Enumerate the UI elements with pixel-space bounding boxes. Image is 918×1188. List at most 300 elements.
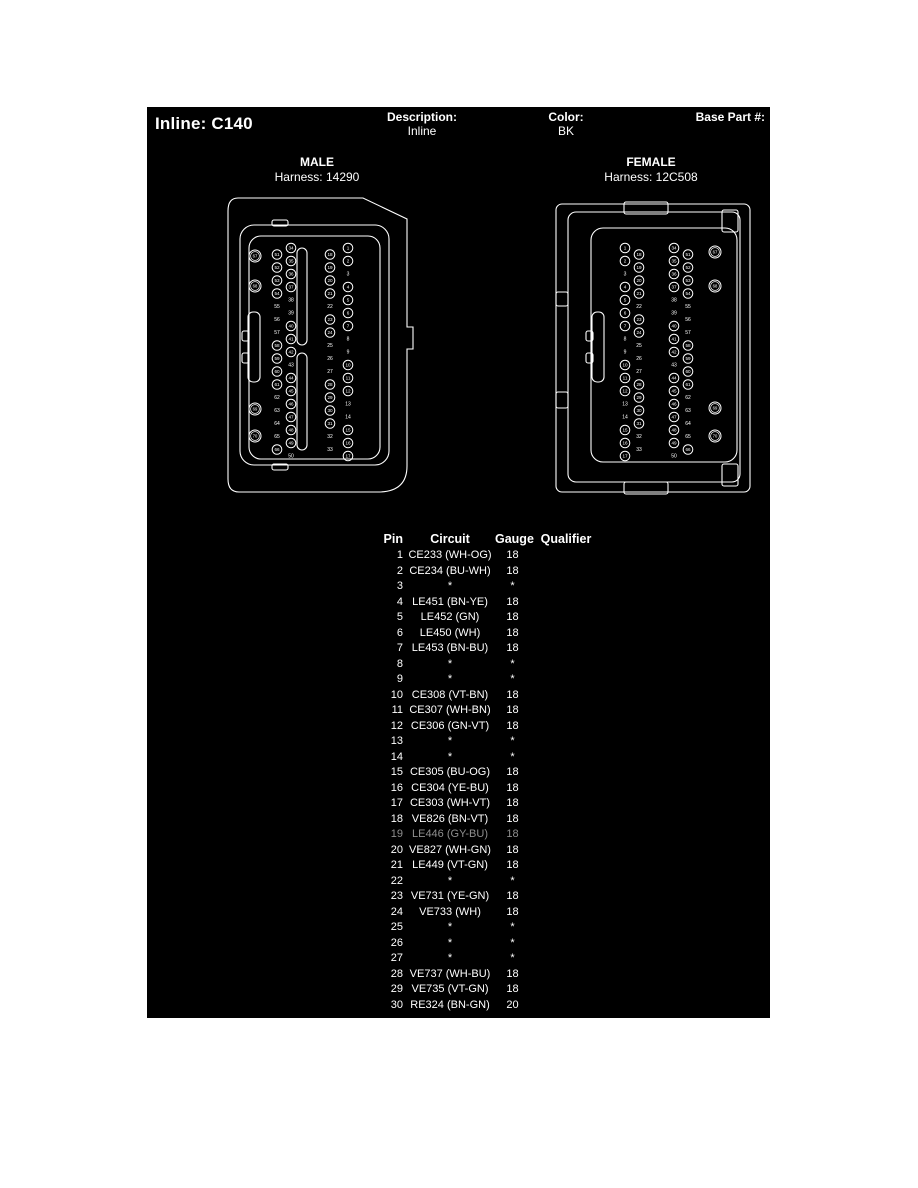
svg-text:70: 70 (252, 433, 258, 439)
svg-text:32: 32 (327, 434, 333, 441)
gauge-cell: 18 (506, 967, 519, 980)
pin-cell: 24 (390, 905, 403, 918)
pin-54 (272, 289, 282, 299)
svg-text:11: 11 (622, 375, 628, 381)
pin-62 (685, 395, 691, 401)
pin-32 (327, 434, 333, 440)
pin-24 (325, 328, 335, 338)
svg-text:9: 9 (346, 349, 350, 356)
pin-2 (343, 256, 353, 266)
gauge-cell: 18 (506, 549, 519, 561)
svg-text:15: 15 (622, 427, 628, 433)
pin-cell: 9 (396, 673, 403, 685)
table-row (370, 781, 602, 797)
pin-31 (634, 419, 644, 429)
pin-35 (669, 256, 679, 266)
female-connector-diagram (554, 196, 754, 500)
pin-cell: 26 (390, 936, 403, 949)
table-row (370, 750, 602, 766)
svg-text:20: 20 (327, 278, 333, 284)
pin-17 (620, 451, 630, 461)
svg-text:43: 43 (671, 362, 677, 369)
svg-text:58: 58 (685, 343, 691, 349)
pin-33 (327, 447, 333, 453)
pin-cell: 3 (396, 580, 403, 592)
pin-27 (636, 369, 642, 375)
gauge-cell: 18 (506, 626, 519, 639)
pin-cell: 5 (396, 611, 403, 623)
pin-69 (709, 402, 721, 414)
pin-12 (620, 386, 630, 396)
pin-cell: 21 (390, 859, 403, 871)
circuit-cell: VE827 (WH-GN) (409, 843, 491, 856)
gauge-cell: * (510, 673, 515, 685)
svg-text:55: 55 (274, 304, 280, 311)
pin-64 (274, 421, 280, 427)
svg-text:44: 44 (671, 375, 677, 381)
pin-60 (683, 367, 693, 377)
table-row (370, 998, 602, 1014)
pin-cell: 18 (390, 812, 403, 825)
pin-68 (249, 280, 261, 292)
gauge-cell: 18 (506, 781, 519, 794)
pin-65 (685, 434, 691, 440)
pin-cell: 10 (390, 688, 403, 701)
svg-text:68: 68 (712, 283, 718, 289)
svg-text:15: 15 (345, 427, 351, 433)
pin-cell: 25 (390, 921, 403, 933)
circuit-cell: VE826 (BN-VT) (411, 812, 489, 825)
svg-text:32: 32 (636, 434, 642, 441)
table-row (370, 610, 602, 626)
svg-text:20: 20 (636, 278, 642, 284)
svg-text:59: 59 (685, 356, 691, 362)
pin-52 (683, 263, 693, 273)
svg-text:56: 56 (685, 317, 691, 324)
pin-cell: 6 (396, 626, 403, 639)
svg-text:18: 18 (327, 252, 333, 258)
pin-37 (669, 282, 679, 292)
pin-39 (288, 311, 294, 317)
circuit-cell: LE446 (GY-BU) (411, 828, 489, 840)
svg-text:58: 58 (274, 343, 280, 349)
svg-text:40: 40 (288, 323, 294, 329)
gauge-cell: 18 (506, 890, 519, 902)
male-connector-caption (242, 155, 392, 185)
pin-32 (636, 434, 642, 440)
svg-text:52: 52 (685, 265, 691, 271)
pin-27 (327, 369, 333, 375)
pin-52 (272, 263, 282, 273)
pin-1 (343, 243, 353, 253)
pin-33 (636, 447, 642, 453)
color-label: Color: (548, 110, 584, 124)
svg-text:28: 28 (636, 382, 642, 388)
circuit-cell: LE451 (BN-YE) (412, 595, 488, 608)
gauge-cell: 18 (506, 828, 519, 840)
male-connector-diagram (222, 196, 414, 500)
svg-text:10: 10 (345, 362, 351, 368)
pin-56 (685, 317, 691, 323)
gauge-cell: 18 (506, 797, 519, 809)
svg-text:67: 67 (712, 249, 718, 255)
svg-text:19: 19 (636, 265, 642, 271)
pin-48 (669, 425, 679, 435)
pin-59 (683, 354, 693, 364)
gauge-cell: 18 (506, 611, 519, 623)
pin-cell: 7 (396, 642, 403, 654)
svg-text:47: 47 (288, 414, 294, 420)
gauge-cell: 18 (506, 564, 519, 577)
svg-text:25: 25 (327, 343, 333, 350)
pin-29 (325, 393, 335, 403)
gauge-cell: 18 (506, 843, 519, 856)
svg-text:8: 8 (346, 336, 350, 343)
pin-25 (327, 343, 333, 349)
svg-text:48: 48 (288, 427, 294, 433)
pin-37 (286, 282, 296, 292)
circuit-cell: RE324 (BN-GN) (410, 998, 490, 1011)
svg-text:46: 46 (671, 401, 677, 407)
svg-text:51: 51 (274, 252, 280, 258)
svg-text:56: 56 (274, 317, 280, 324)
pin-54 (683, 289, 693, 299)
svg-text:49: 49 (288, 440, 294, 446)
svg-text:63: 63 (274, 408, 280, 415)
svg-text:66: 66 (685, 447, 691, 453)
pin-34 (286, 243, 296, 253)
svg-text:69: 69 (712, 405, 718, 411)
pin-6 (620, 308, 630, 318)
pin-62 (274, 395, 280, 401)
pin-14 (345, 415, 351, 421)
svg-text:44: 44 (288, 375, 294, 381)
circuit-cell: CE303 (WH-VT) (409, 797, 491, 809)
pin-6 (343, 308, 353, 318)
svg-text:22: 22 (327, 304, 333, 311)
circuit-cell: VE735 (VT-GN) (411, 983, 489, 995)
pin-51 (272, 250, 282, 260)
svg-text:22: 22 (636, 304, 642, 311)
pin-30 (634, 406, 644, 416)
pin-57 (685, 330, 691, 336)
svg-text:70: 70 (712, 433, 718, 439)
gauge-cell: 18 (506, 642, 519, 654)
svg-text:41: 41 (671, 336, 677, 342)
circuit-cell: * (447, 750, 453, 763)
pin-cell: 17 (390, 797, 403, 809)
svg-text:26: 26 (327, 356, 333, 363)
gauge-cell: * (510, 580, 515, 592)
svg-text:60: 60 (274, 369, 280, 375)
pin-61 (272, 380, 282, 390)
description-label: Description: (386, 110, 457, 124)
pin-50 (671, 454, 677, 460)
pin-68 (709, 280, 721, 292)
pin-18 (325, 250, 335, 260)
svg-text:7: 7 (346, 323, 350, 329)
circuit-cell: CE306 (GN-VT) (410, 719, 490, 732)
svg-text:24: 24 (327, 330, 333, 336)
pin-69 (249, 403, 261, 415)
circuit-cell: VE737 (WH-BU) (409, 967, 491, 980)
svg-text:6: 6 (623, 310, 627, 316)
table-row (370, 951, 602, 967)
svg-text:41: 41 (288, 336, 294, 342)
pin-36 (286, 269, 296, 279)
header-gauge: Gauge (495, 532, 534, 546)
pin-58 (683, 341, 693, 351)
svg-text:66: 66 (274, 447, 280, 453)
svg-text:26: 26 (636, 356, 642, 363)
pin-1 (620, 243, 630, 253)
pin-14 (622, 415, 628, 421)
connector-sheet (147, 107, 770, 1018)
pin-5 (620, 295, 630, 305)
description-block (355, 110, 489, 138)
svg-text:2: 2 (623, 258, 627, 264)
table-row (370, 812, 602, 828)
svg-text:6: 6 (346, 310, 350, 316)
svg-text:23: 23 (327, 317, 333, 323)
pin-58 (272, 341, 282, 351)
pin-13 (345, 402, 351, 408)
table-row (370, 765, 602, 781)
svg-text:13: 13 (345, 401, 351, 408)
gauge-cell: 18 (506, 688, 519, 701)
circuit-cell: * (447, 580, 453, 592)
circuit-cell: * (447, 673, 453, 685)
svg-text:67: 67 (252, 253, 258, 259)
pin-50 (288, 454, 294, 460)
pin-67 (709, 246, 721, 258)
table-row (370, 641, 602, 657)
pin-cell: 20 (390, 843, 403, 856)
pin-70 (709, 430, 721, 442)
svg-text:64: 64 (274, 421, 280, 428)
gauge-cell: * (510, 874, 515, 887)
pin-cell: 30 (390, 998, 403, 1011)
color-value: BK (557, 124, 574, 138)
gauge-cell: 18 (506, 766, 519, 778)
table-row (370, 889, 602, 905)
gauge-cell: * (510, 750, 515, 763)
svg-text:25: 25 (636, 343, 642, 350)
gauge-cell: 18 (506, 704, 519, 716)
pin-35 (286, 256, 296, 266)
svg-text:38: 38 (288, 297, 294, 304)
gauge-cell: 18 (506, 983, 519, 995)
pin-8 (624, 337, 627, 343)
table-row (370, 595, 602, 611)
circuit-cell: * (447, 936, 453, 949)
gauge-cell: * (510, 936, 515, 949)
pin-20 (634, 276, 644, 286)
svg-text:16: 16 (622, 440, 628, 446)
pin-55 (685, 304, 691, 310)
pin-7 (343, 321, 353, 331)
svg-text:51: 51 (685, 252, 691, 258)
pin-46 (669, 399, 679, 409)
pin-64 (685, 421, 691, 427)
svg-text:65: 65 (685, 434, 691, 441)
pin-cell: 27 (390, 952, 403, 964)
header-circuit: Circuit (430, 532, 470, 546)
gauge-cell: 18 (506, 719, 519, 732)
svg-text:54: 54 (685, 291, 691, 297)
pin-cell: 28 (390, 967, 403, 980)
pin-47 (669, 412, 679, 422)
gauge-cell: * (510, 952, 515, 964)
pin-31 (325, 419, 335, 429)
pin-cell: 19 (390, 828, 403, 840)
svg-text:57: 57 (685, 330, 691, 337)
pin-16 (620, 438, 630, 448)
pin-42 (286, 347, 296, 357)
pin-8 (347, 337, 350, 343)
svg-text:3: 3 (623, 271, 627, 278)
pin-22 (636, 304, 642, 310)
gauge-cell: * (510, 921, 515, 933)
pin-49 (669, 438, 679, 448)
pin-7 (620, 321, 630, 331)
svg-text:10: 10 (622, 362, 628, 368)
svg-text:13: 13 (622, 401, 628, 408)
svg-text:33: 33 (636, 447, 642, 454)
pin-60 (272, 367, 282, 377)
svg-text:63: 63 (685, 408, 691, 415)
svg-text:9: 9 (623, 349, 627, 356)
pin-36 (669, 269, 679, 279)
pin-47 (286, 412, 296, 422)
svg-text:17: 17 (622, 453, 628, 459)
table-row (370, 827, 602, 843)
pin-23 (325, 315, 335, 325)
svg-text:12: 12 (622, 388, 628, 394)
svg-text:33: 33 (327, 447, 333, 454)
circuit-cell: LE452 (GN) (420, 611, 480, 623)
pin-66 (272, 445, 282, 455)
svg-text:68: 68 (252, 283, 258, 289)
pin-9 (624, 350, 627, 356)
table-row (370, 936, 602, 952)
table-header-row (370, 531, 602, 548)
svg-text:7: 7 (623, 323, 627, 329)
svg-text:18: 18 (636, 252, 642, 258)
pin-28 (325, 380, 335, 390)
female-harness: Harness: 12C508 (604, 170, 698, 184)
color-block (531, 110, 601, 138)
svg-text:24: 24 (636, 330, 642, 336)
svg-text:16: 16 (345, 440, 351, 446)
svg-text:40: 40 (671, 323, 677, 329)
circuit-cell: * (447, 735, 453, 747)
table-row (370, 874, 602, 890)
svg-text:37: 37 (288, 284, 294, 290)
circuit-cell: CE307 (WH-BN) (409, 704, 491, 716)
pinout-table (370, 531, 602, 1013)
svg-text:21: 21 (327, 291, 333, 297)
circuit-cell: * (447, 952, 453, 964)
pin-66 (683, 445, 693, 455)
circuit-cell: CE304 (YE-BU) (411, 781, 489, 794)
svg-text:5: 5 (623, 297, 627, 303)
circuit-cell: CE233 (WH-OG) (408, 549, 492, 561)
pin-30 (325, 406, 335, 416)
svg-text:2: 2 (346, 258, 350, 264)
pin-15 (343, 425, 353, 435)
pin-41 (286, 334, 296, 344)
pin-15 (620, 425, 630, 435)
svg-text:62: 62 (274, 395, 280, 402)
svg-text:30: 30 (636, 408, 642, 414)
pin-cell: 1 (396, 549, 403, 561)
svg-text:69: 69 (252, 406, 258, 412)
header-pin: Pin (383, 532, 403, 546)
pin-10 (620, 360, 630, 370)
pin-11 (343, 373, 353, 383)
svg-text:3: 3 (346, 271, 350, 278)
table-row (370, 843, 602, 859)
pin-2 (620, 256, 630, 266)
svg-text:54: 54 (274, 291, 280, 297)
svg-text:39: 39 (288, 310, 294, 317)
svg-text:65: 65 (274, 434, 280, 441)
svg-text:55: 55 (685, 304, 691, 311)
gauge-cell: 18 (506, 812, 519, 825)
table-row (370, 858, 602, 874)
svg-text:64: 64 (685, 421, 691, 428)
svg-text:4: 4 (623, 284, 627, 290)
table-row (370, 579, 602, 595)
svg-text:29: 29 (327, 395, 333, 401)
svg-text:52: 52 (274, 265, 280, 271)
circuit-cell: CE305 (BU-OG) (409, 766, 491, 778)
pin-cell: 23 (390, 890, 403, 902)
pin-28 (634, 380, 644, 390)
svg-text:43: 43 (288, 362, 294, 369)
base-part-label: Base Part #: (695, 110, 765, 124)
pin-10 (343, 360, 353, 370)
svg-text:61: 61 (685, 382, 691, 388)
pin-3 (347, 272, 350, 278)
pin-38 (671, 298, 677, 304)
pin-45 (669, 386, 679, 396)
pin-3 (624, 272, 627, 278)
pin-21 (325, 289, 335, 299)
table-row (370, 657, 602, 673)
pin-56 (274, 317, 280, 323)
pin-43 (671, 363, 677, 369)
pin-cell: 14 (390, 750, 403, 763)
table-row (370, 626, 602, 642)
svg-text:50: 50 (671, 453, 677, 460)
description-value: Inline (407, 124, 437, 138)
pin-46 (286, 399, 296, 409)
pin-26 (327, 356, 333, 362)
pin-63 (685, 408, 691, 414)
pin-23 (634, 315, 644, 325)
male-harness: Harness: 14290 (274, 170, 360, 184)
svg-text:62: 62 (685, 395, 691, 402)
table-row (370, 548, 602, 564)
svg-text:12: 12 (345, 388, 351, 394)
pin-cell: 12 (390, 719, 403, 732)
table-row (370, 920, 602, 936)
svg-text:14: 14 (345, 414, 351, 421)
svg-text:31: 31 (636, 421, 642, 427)
svg-text:19: 19 (327, 265, 333, 271)
